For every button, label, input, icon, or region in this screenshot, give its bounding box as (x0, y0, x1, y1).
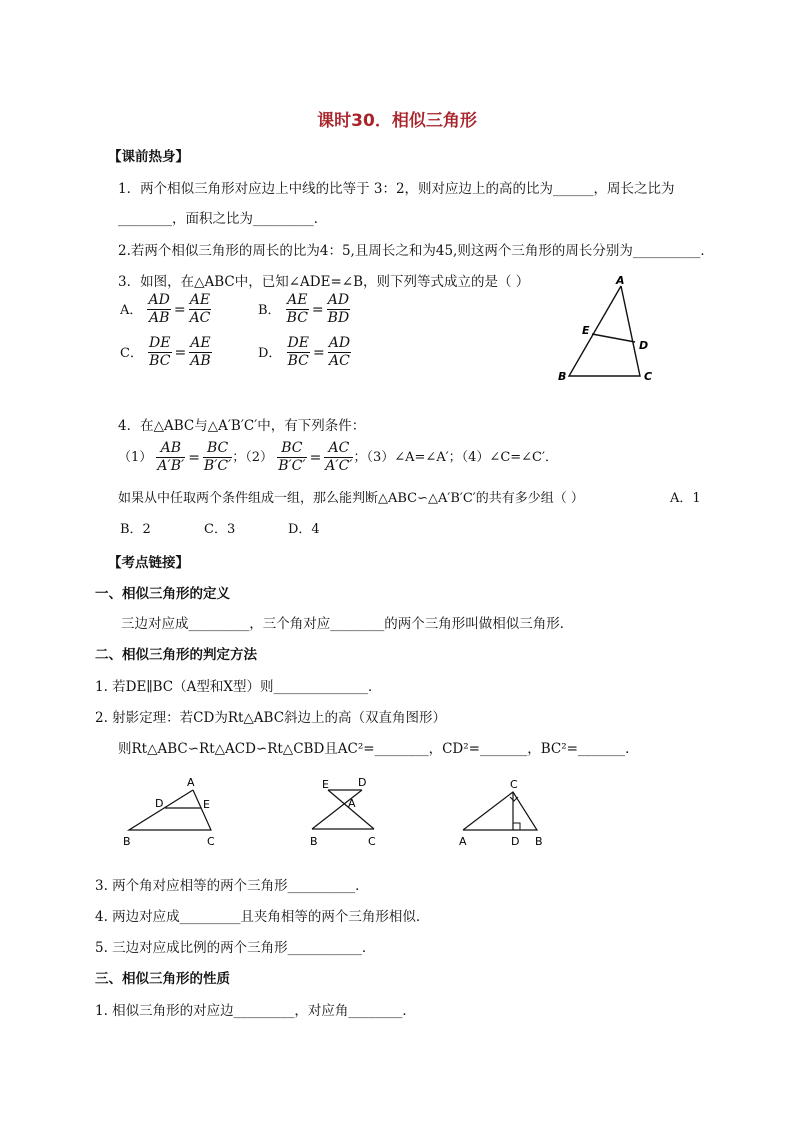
equals-sign: = (174, 344, 187, 361)
question-3: 3．如图，在△ABC中，已知∠ADE=∠B，则下列等式成立的是（ ） (118, 274, 530, 290)
denominator: B′C′ (203, 458, 232, 474)
label-d: D (155, 797, 164, 810)
option-a (120, 292, 211, 327)
fraction (203, 440, 232, 475)
fraction (147, 292, 170, 327)
label-d: D (639, 339, 649, 352)
label-a: A (459, 835, 467, 848)
question-4-option-b: B．2 (120, 522, 151, 537)
denominator: AB (190, 353, 211, 369)
denominator: BC (286, 310, 308, 326)
equals-sign: = (312, 344, 325, 361)
label-d: D (358, 776, 367, 789)
denominator: AC (189, 310, 211, 326)
question-3-triangle-figure (550, 272, 660, 387)
label-b: B (535, 835, 543, 848)
fraction (156, 440, 185, 475)
numerator: AD (328, 335, 351, 351)
section-2-item-4: 4. 两边对应成_________且夹角相等的两个三角形相似． (95, 909, 430, 925)
equals-sign: = (309, 449, 322, 466)
equals-sign: = (188, 449, 200, 466)
question-4-option-a: A．1 (670, 491, 701, 506)
label-d: D (511, 835, 520, 848)
numerator: AD (327, 292, 350, 308)
question-4-prompt: 如果从中任取两个条件组成一组，那么能判断△ABC∽△A′B′C′的共有多少组（ ） (118, 491, 584, 506)
question-4-conditions (118, 440, 558, 475)
denominator: AB (148, 310, 170, 326)
label-c: C (368, 835, 376, 848)
denominator: AC (328, 353, 350, 369)
numerator: AE (287, 292, 308, 308)
label-b: B (558, 370, 567, 383)
denominator: BC (287, 353, 309, 369)
option-d-label: D． (258, 346, 282, 361)
section-3-title: 三、相似三角形的性质 (95, 971, 230, 987)
label-a: A (187, 776, 195, 789)
a-type-triangle-figure (115, 772, 225, 852)
fraction (189, 335, 211, 370)
fraction (327, 292, 351, 327)
question-4-option-c: C．3 (204, 522, 236, 537)
page-title: 课时30．相似三角形 (317, 111, 477, 131)
option-c (120, 335, 212, 370)
label-c: C (207, 835, 215, 848)
section-2-item-3: 3. 两个角对应相等的两个三角形__________． (95, 878, 369, 894)
numerator: AC (324, 440, 353, 458)
section-2-item-5: 5. 三边对应成比例的两个三角形___________． (95, 940, 376, 956)
fraction (286, 292, 309, 327)
label-a: A (348, 797, 356, 810)
option-b (258, 292, 350, 327)
option-b-label: B． (258, 303, 281, 318)
question-4-option-d: D．4 (288, 522, 320, 537)
condition-2-label: ；（2） (232, 450, 274, 465)
section-2-title: 二、相似三角形的判定方法 (95, 647, 257, 663)
label-c: C (510, 778, 518, 791)
numerator: AE (189, 292, 211, 308)
denominator: BC (149, 353, 171, 369)
section-2-item-2-relations: 则Rt△ABC∽Rt△ACD∽Rt△CBD且AC²=________，CD²=_______，BC²=_______． (118, 741, 639, 757)
numerator: DE (287, 335, 309, 351)
x-type-triangle-figure (300, 772, 390, 852)
fraction (287, 335, 310, 370)
option-c-label: C． (120, 346, 143, 361)
label-b: B (310, 835, 318, 848)
fraction (324, 440, 353, 475)
conditions-3-4: ；（3）∠A=∠A′；（4）∠C=∠C′． (353, 450, 558, 465)
right-triangle-altitude-figure (455, 772, 555, 852)
fraction (328, 335, 351, 370)
equals-sign: = (311, 301, 324, 318)
label-b: B (123, 835, 131, 848)
question-4: 4．在△ABC与△A′B′C′中，有下列条件： (118, 418, 366, 434)
fraction (277, 440, 306, 475)
numerator: AE (190, 335, 211, 351)
question-2: 2.若两个相似三角形的周长的比为4：5,且周长之和为45,则这两个三角形的周长分别为__________． (118, 243, 714, 259)
label-c: C (644, 370, 653, 383)
label-e: E (322, 778, 329, 791)
numerator: DE (149, 335, 171, 351)
section-3-item-1: 1. 相似三角形的对应边_________，对应角________． (95, 1003, 416, 1019)
label-e: E (203, 798, 210, 811)
option-d (258, 335, 351, 370)
links-header: 【考点链接】 (108, 555, 189, 571)
question-1-line-2: ________，面积之比为_________． (118, 211, 328, 227)
warmup-header: 【课前热身】 (108, 149, 189, 165)
option-a-label: A． (120, 303, 143, 318)
fraction (189, 292, 212, 327)
numerator: AB (156, 440, 185, 458)
question-1-line-1: 1．两个相似三角形对应边上中线的比等于 3：2，则对应边上的高的比为______，周长之比为 (118, 181, 675, 197)
denominator: B′C′ (278, 458, 306, 474)
label-e: E (582, 324, 590, 337)
numerator: BC (277, 440, 306, 458)
label-a: A (616, 274, 625, 287)
numerator: BC (203, 440, 232, 458)
section-1-title: 一、相似三角形的定义 (95, 586, 230, 602)
denominator: BD (327, 310, 350, 326)
numerator: AD (148, 292, 170, 308)
section-1-text: 三边对应成_________，三个角对应________的两个三角形叫做相似三角形． (121, 616, 574, 632)
equals-sign: = (173, 301, 186, 318)
section-2-item-2: 2. 射影定理：若CD为Rt△ABC斜边上的高（双直角图形） (95, 710, 447, 726)
condition-1-label: （1） (118, 450, 153, 465)
denominator: A′C′ (325, 458, 353, 474)
section-2-item-1: 1. 若DE∥BC（A型和X型）则______________． (95, 679, 382, 695)
denominator: A′B′ (157, 458, 185, 474)
fraction (148, 335, 171, 370)
